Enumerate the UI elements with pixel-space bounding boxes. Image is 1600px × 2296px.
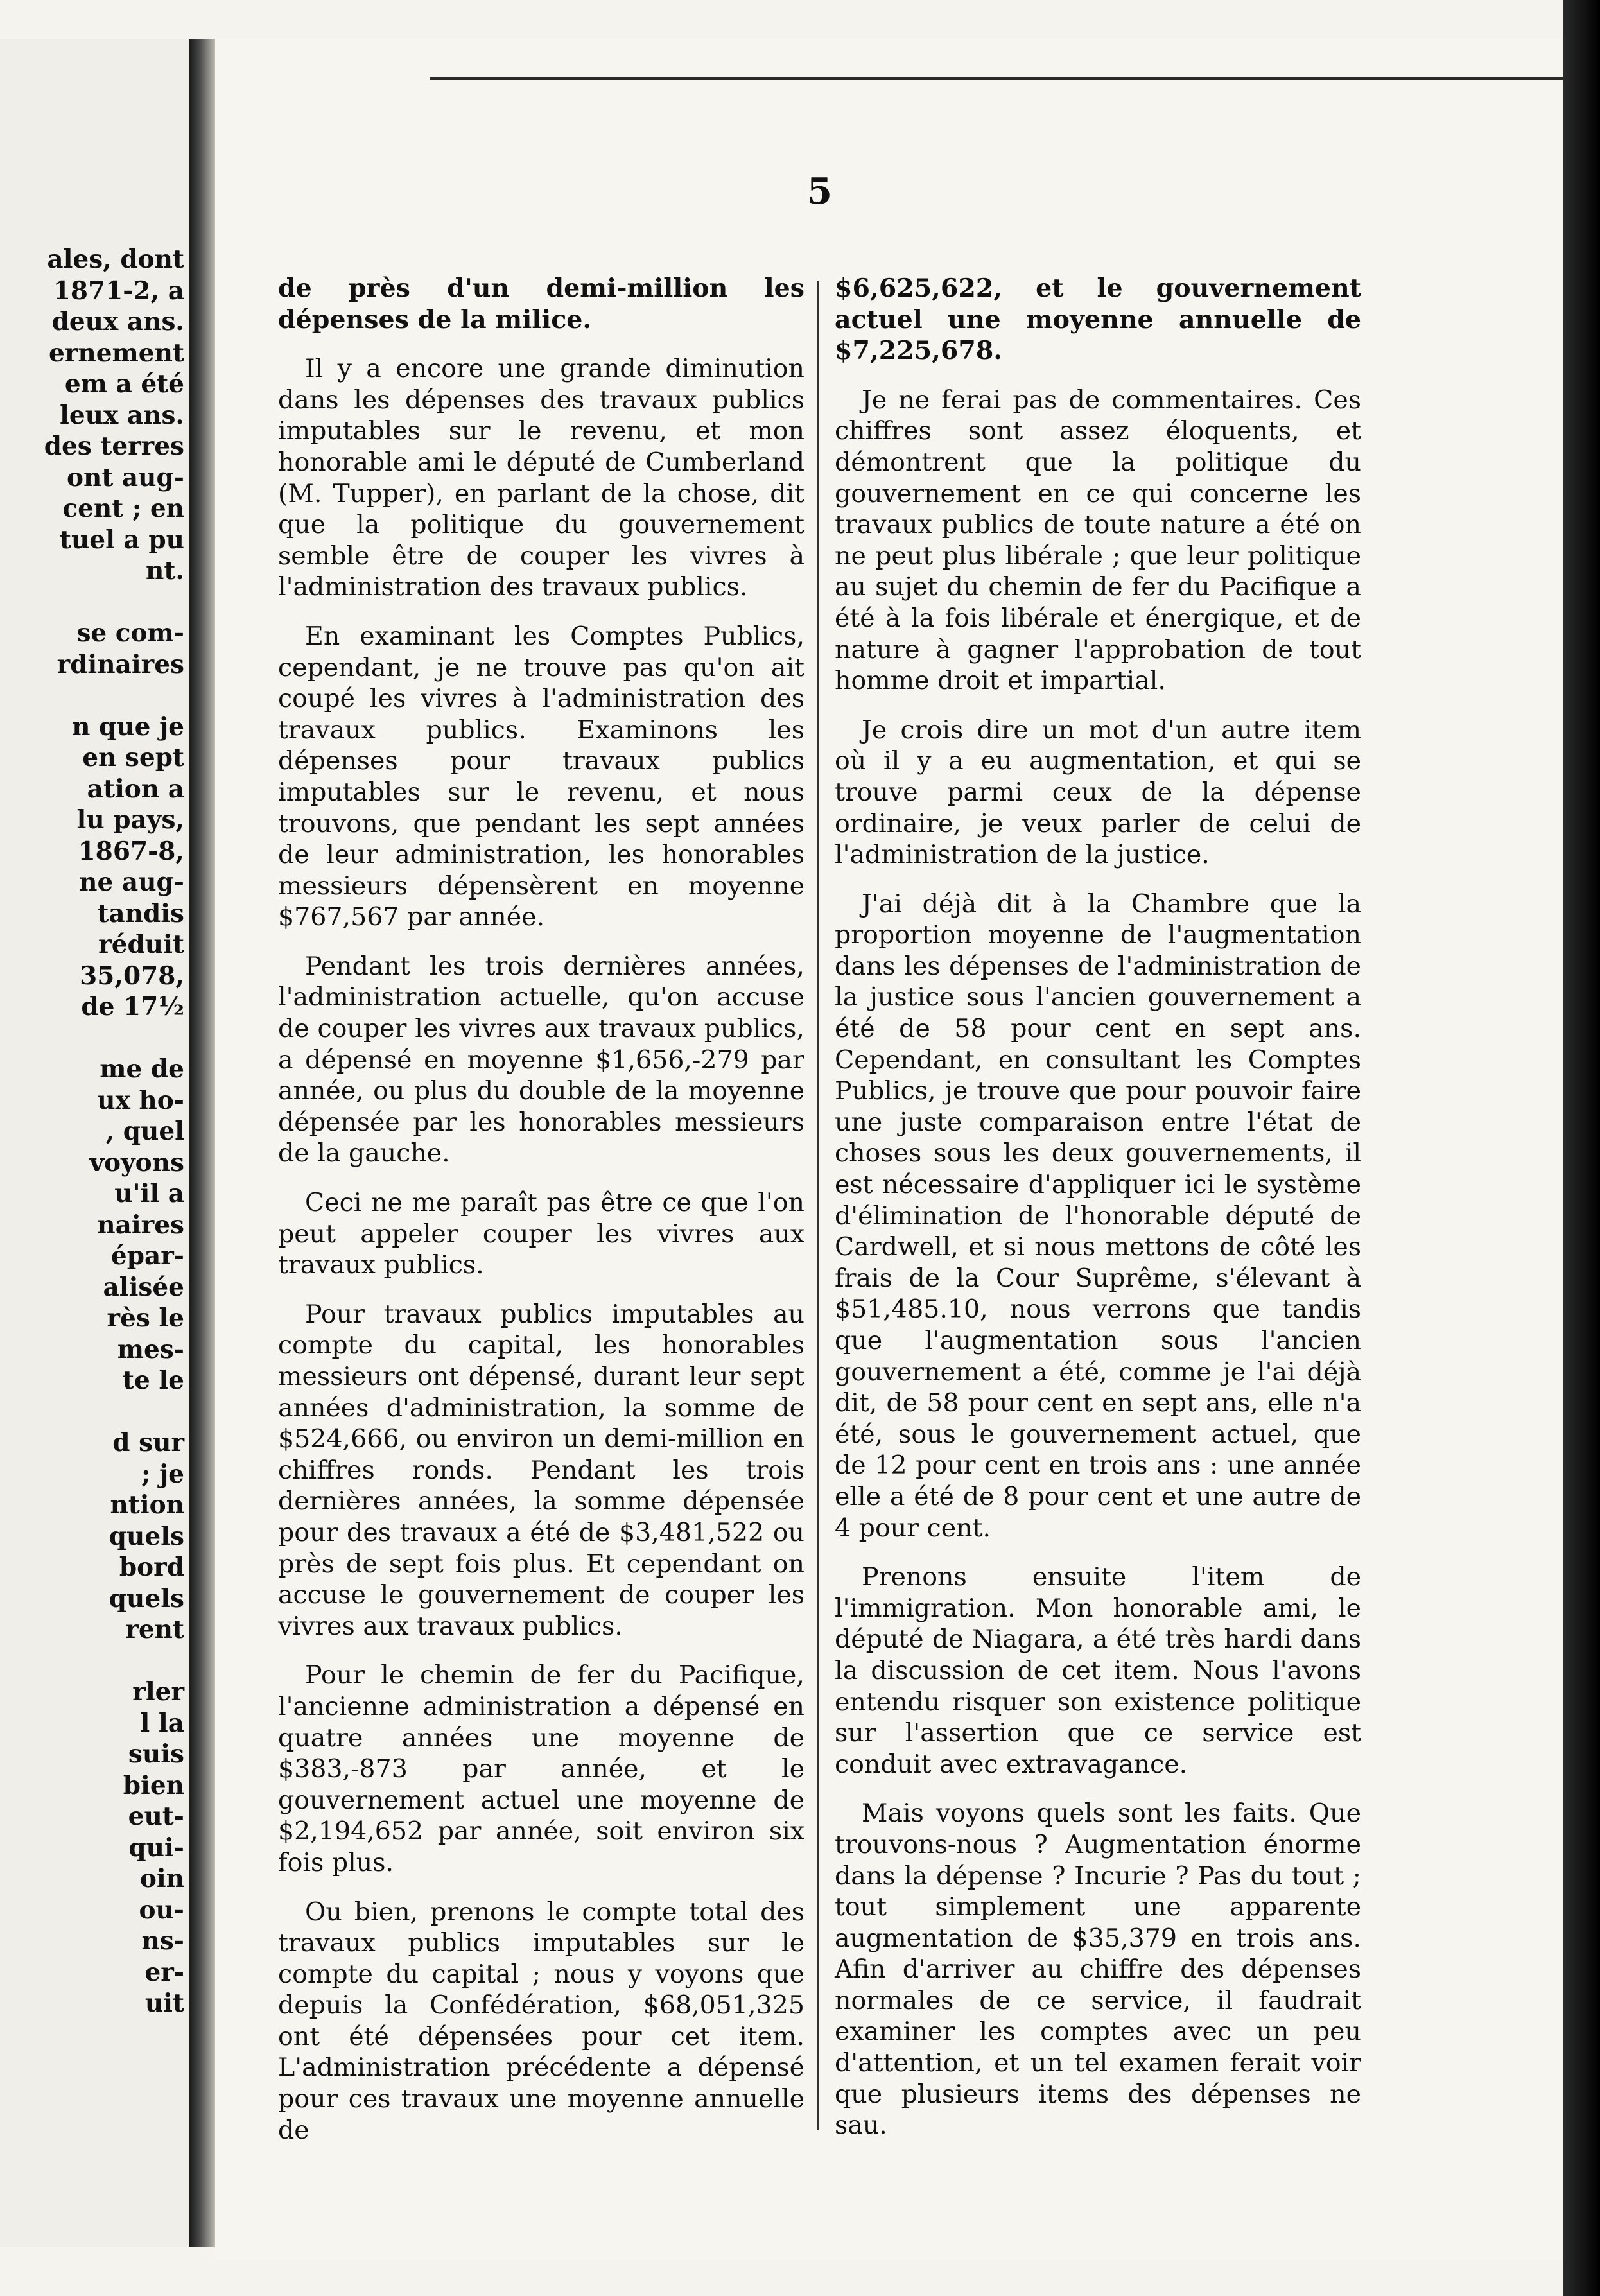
fragment-line: , quel (105, 1117, 184, 1146)
document-page (215, 39, 1563, 2260)
fragment-line: l la (140, 1708, 184, 1738)
fragment-line: n que je (72, 711, 184, 742)
paragraph: J'ai déjà dit à la Chambre que la proportion moyenne de l'augmentation dans les dépenses de l'administration de la justice sous l'ancien gouvernement a été de 58 pour cent en sept ans. Cependant, en consultant les Comptes Publics, je trouve que pour pouvoir faire une juste comparaison entre l'état de choses sous les deux gouvernements, il est nécessaire d'appliquer ici le système d'élimination de l'honorable député de Cardwell, et si nous mettons de côté les frais de la Cour Suprême, s'élevant à $51,485.10, nous verrons que tandis que l'augmentation sous l'ancien gouvernement a été, comme je l'ai déjà dit, de 58 pour cent en sept ans, elle n'a été, sous le gouvernement actuel, que de 12 pour cent en trois ans : une année elle a été de 8 pour cent et une autre de 4 pour cent. (835, 889, 1361, 1543)
fragment-line: tuel a pu (59, 525, 184, 555)
left-text-column (278, 273, 804, 2146)
paragraph: Ou bien, prenons le compte total des travaux publics imputables sur le compte du capital ; nous y voyons que depuis la Confédération, $68,051,325 ont été dépensées pour cet item. L'administration précédente a dépensé pour ces travaux une moyenne annuelle de (278, 1897, 804, 2145)
paragraph: Il y a encore une grande diminution dans les dépenses des travaux publics imputables sur le revenu, et mon honorable ami le député de Cumberland (M. Tupper), en parlant de la chose, dit que la politique du gouvernement semble être de couper les vivres à l'administration des travaux publics. (278, 354, 804, 602)
paragraph: de près d'un demi-million les dépenses de la milice. (278, 274, 804, 335)
fragment-line: quels (109, 1583, 184, 1613)
page-top-edge (430, 77, 1600, 80)
paragraph: Pendant les trois dernières années, l'administration actuelle, qu'on accuse de couper les vivres aux travaux publics, a dépensé en moyenne $1,656,-279 par année, ou plus du double de la moyenne dépensée par les honorables messieurs de la gauche. (278, 951, 804, 1169)
fragment-line: alisée (103, 1272, 184, 1302)
fragment-line: 1867-8, (78, 836, 184, 866)
fragment-line: voyons (89, 1147, 184, 1178)
fragment-line: quels (109, 1521, 184, 1551)
fragment-line: bord (119, 1552, 184, 1582)
right-text-column (835, 273, 1361, 2141)
fragment-line: 35,078, (80, 961, 184, 991)
paragraph: Je crois dire un mot d'un autre item où il y a eu augmentation, et qui se trouve parmi ceux de la dépense ordinaire, je veux parler de celui de l'administration de la justice. (835, 715, 1361, 870)
fragment-line: ; je (141, 1459, 184, 1489)
fragment-line: rent (125, 1615, 184, 1644)
fragment-line (0, 1396, 184, 1428)
paragraph: Mais voyons quels sont les faits. Que trouvons-nous ? Augmentation énorme dans la dépense ? Incurie ? Pas du tout ; tout simplement une apparente augmentation de $35,379 en trois ans. Afin d'arriver au chiffre des dépenses normales de ce service, il faudrait examiner les comptes avec un peu d'attention, et un tel examen ferait voir que plusieurs items des dépenses ne sau. (835, 1798, 1361, 2141)
fragment-line: de 17½ (81, 992, 184, 1022)
fragment-line: leux ans. (60, 400, 184, 430)
fragment-line: d sur (112, 1428, 184, 1457)
fragment-line: naires (97, 1210, 184, 1240)
fragment-line: rdinaires (57, 649, 184, 679)
column-divider (817, 281, 819, 2130)
fragment-line: ne aug- (79, 867, 184, 897)
fragment-line: nt. (146, 556, 184, 586)
fragment-line: er- (144, 1957, 184, 1987)
fragment-line (0, 1023, 184, 1054)
fragment-line (0, 680, 184, 711)
fragment-line: deux ans. (51, 307, 184, 336)
facing-page-fragment (0, 39, 189, 2247)
fragment-line: suis (128, 1739, 184, 1769)
fragment-line: rler (132, 1677, 184, 1707)
fragment-line: bien (123, 1770, 184, 1800)
fragment-line: qui- (128, 1832, 184, 1863)
fragment-line: épar- (110, 1241, 184, 1271)
fragment-line: se com- (76, 618, 184, 648)
fragment-line: ntion (110, 1490, 184, 1520)
fragment-line: u'il a (114, 1179, 184, 1208)
fragment-line (0, 1646, 184, 1677)
fragment-line: oin (139, 1864, 184, 1893)
fragment-line: me de (100, 1054, 184, 1084)
paragraph: Je ne ferai pas de commentaires. Ces chiffres sont assez éloquents, et démontrent que la politique du gouvernement en ce qui concerne les travaux publics de toute nature a été on ne peut plus libérale ; que leur politique au sujet du chemin de fer du Pacifique a été à la fois libérale et énergique, et de nature à gagner l'approbation de tout homme droit et impartial. (835, 385, 1361, 696)
paragraph: Pour travaux publics imputables au compte du capital, les honorables messieurs ont dépensé, durant leur sept années d'administration, la somme de $524,666, ou environ un demi-million en chiffres ronds. Pendant les trois dernières années, la somme dépensée pour des travaux a été de $3,481,522 ou près de sept fois plus. Et cependant on accuse le gouvernement de couper les vivres aux travaux publics. (278, 1299, 804, 1641)
fragment-line: uit (144, 1988, 184, 2018)
fragment-line: ns- (141, 1926, 184, 1956)
fragment-line: des terres (44, 431, 184, 461)
fragment-line: ou- (139, 1895, 184, 1925)
scan-right-edge (1563, 0, 1600, 2296)
page-binding-shadow (189, 39, 215, 2247)
fragment-line (0, 587, 184, 618)
fragment-line: te le (122, 1366, 184, 1395)
paragraph: En examinant les Comptes Publics, cependant, je ne trouve pas qu'on ait coupé les vivres à l'administration des travaux publics. Examinons les dépenses pour travaux publics imputables sur le revenu, et nous trouvons, que pendant les sept années de leur administration, les honorables messieurs dépensèrent en moyenne $767,567 par année. (278, 621, 804, 932)
fragment-line: ux ho- (97, 1085, 184, 1115)
paragraph: Prenons ensuite l'item de l'immigration. Mon honorable ami, le député de Niagara, a été très hardi dans la discussion de cet item. Nous l'avons entendu risquer son existence politique sur l'assertion que ce service est conduit avec extravagance. (835, 1562, 1361, 1779)
page-number: 5 (807, 170, 832, 213)
fragment-line: lu pays, (76, 805, 184, 835)
fragment-line: mes- (117, 1334, 184, 1364)
fragment-line: 1871-2, a (53, 275, 184, 306)
paragraph: $6,625,622, et le gouvernement actuel une moyenne annuelle de $7,225,678. (835, 274, 1361, 366)
fragment-line: cent ; en (62, 494, 184, 523)
fragment-line: ernement (49, 338, 184, 368)
fragment-line: ation a (87, 774, 184, 804)
fragment-line: em a été (64, 369, 184, 399)
paragraph: Pour le chemin de fer du Pacifique, l'ancienne administration a dépensé en quatre années une moyenne de $383,-873 par année, et le gouvernement actuel une moyenne de $2,194,652 par année, soit environ six fois plus. (278, 1660, 804, 1877)
fragment-line: rès le (107, 1303, 184, 1333)
paragraph: Ceci ne me paraît pas être ce que l'on peut appeler couper les vivres aux travaux publics. (278, 1188, 804, 1280)
fragment-line: tandis (97, 898, 184, 928)
fragment-line: en sept (82, 743, 184, 772)
fragment-line: ont aug- (66, 462, 184, 492)
facing-page-text (0, 244, 189, 2019)
fragment-line: eut- (128, 1802, 184, 1831)
fragment-line: réduit (98, 930, 184, 959)
fragment-line: ales, dont (47, 245, 184, 274)
